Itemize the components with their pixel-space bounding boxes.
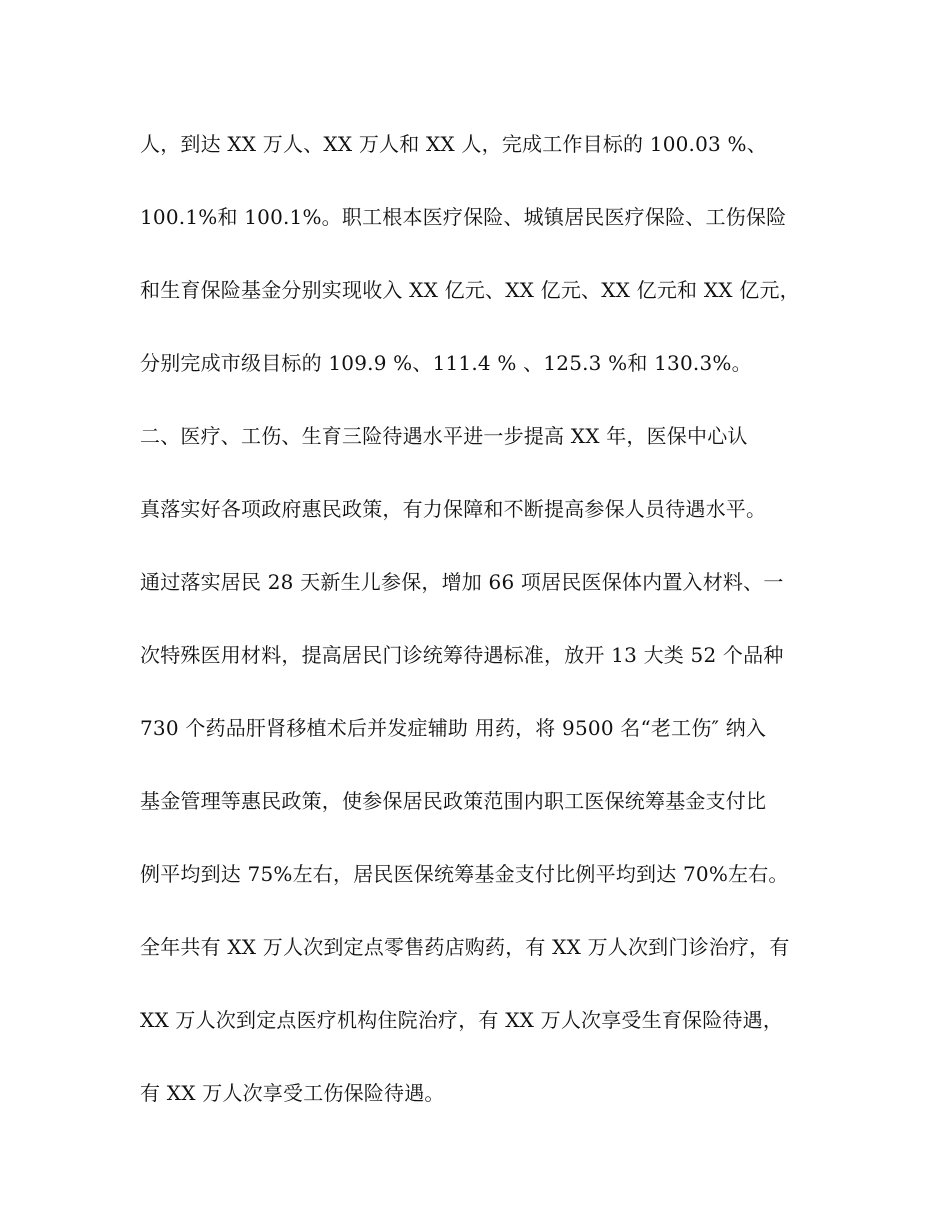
paragraph-line: 例平均到达 75%左右，居民医保统筹基金支付比例平均到达 70%左右。 xyxy=(140,862,789,886)
paragraph-line: 和生育保险基金分别实现收入 XX 亿元、XX 亿元、XX 亿元和 XX 亿元， xyxy=(140,278,800,302)
paragraph-line: 730 个药品肝肾移植术后并发症辅助 用药，将 9500 名“老工伤″ 纳入 xyxy=(140,716,767,740)
paragraph-line: 有 XX 万人次享受工伤保险待遇。 xyxy=(140,1081,445,1105)
paragraph-line: 真落实好各项政府惠民政策，有力保障和不断提高参保人员待遇水平。 xyxy=(140,497,767,521)
paragraph-line: 人，到达 XX 万人、XX 万人和 XX 人，完成工作目标的 100.03 %、 xyxy=(140,132,767,156)
paragraph-line: 分别完成市级目标的 109.9 %、111.4 % 、125.3 %和 130.3%。 xyxy=(140,351,752,375)
paragraph-line: 次特殊医用材料，提高居民门诊统筹待遇标准，放开 13 大类 52 个品种 xyxy=(140,643,784,667)
paragraph-line: 通过落实居民 28 天新生儿参保，增加 66 项居民医保体内置入材料、一 xyxy=(140,570,784,594)
section-heading-line: 二、医疗、工伤、生育三险待遇水平进一步提高 XX 年，医保中心认 xyxy=(140,424,748,448)
paragraph-line: 基金管理等惠民政策，使参保居民政策范围内职工医保统筹基金支付比 xyxy=(140,789,767,813)
paragraph-line: 全年共有 XX 万人次到定点零售药店购药，有 XX 万人次到门诊治疗，有 xyxy=(140,935,790,959)
paragraph-line: XX 万人次到定点医疗机构住院治疗，有 XX 万人次享受生育保险待遇， xyxy=(140,1008,784,1032)
paragraph-line: 100.1%和 100.1%。职工根本医疗保险、城镇居民医疗保险、工伤保险 xyxy=(140,205,787,229)
